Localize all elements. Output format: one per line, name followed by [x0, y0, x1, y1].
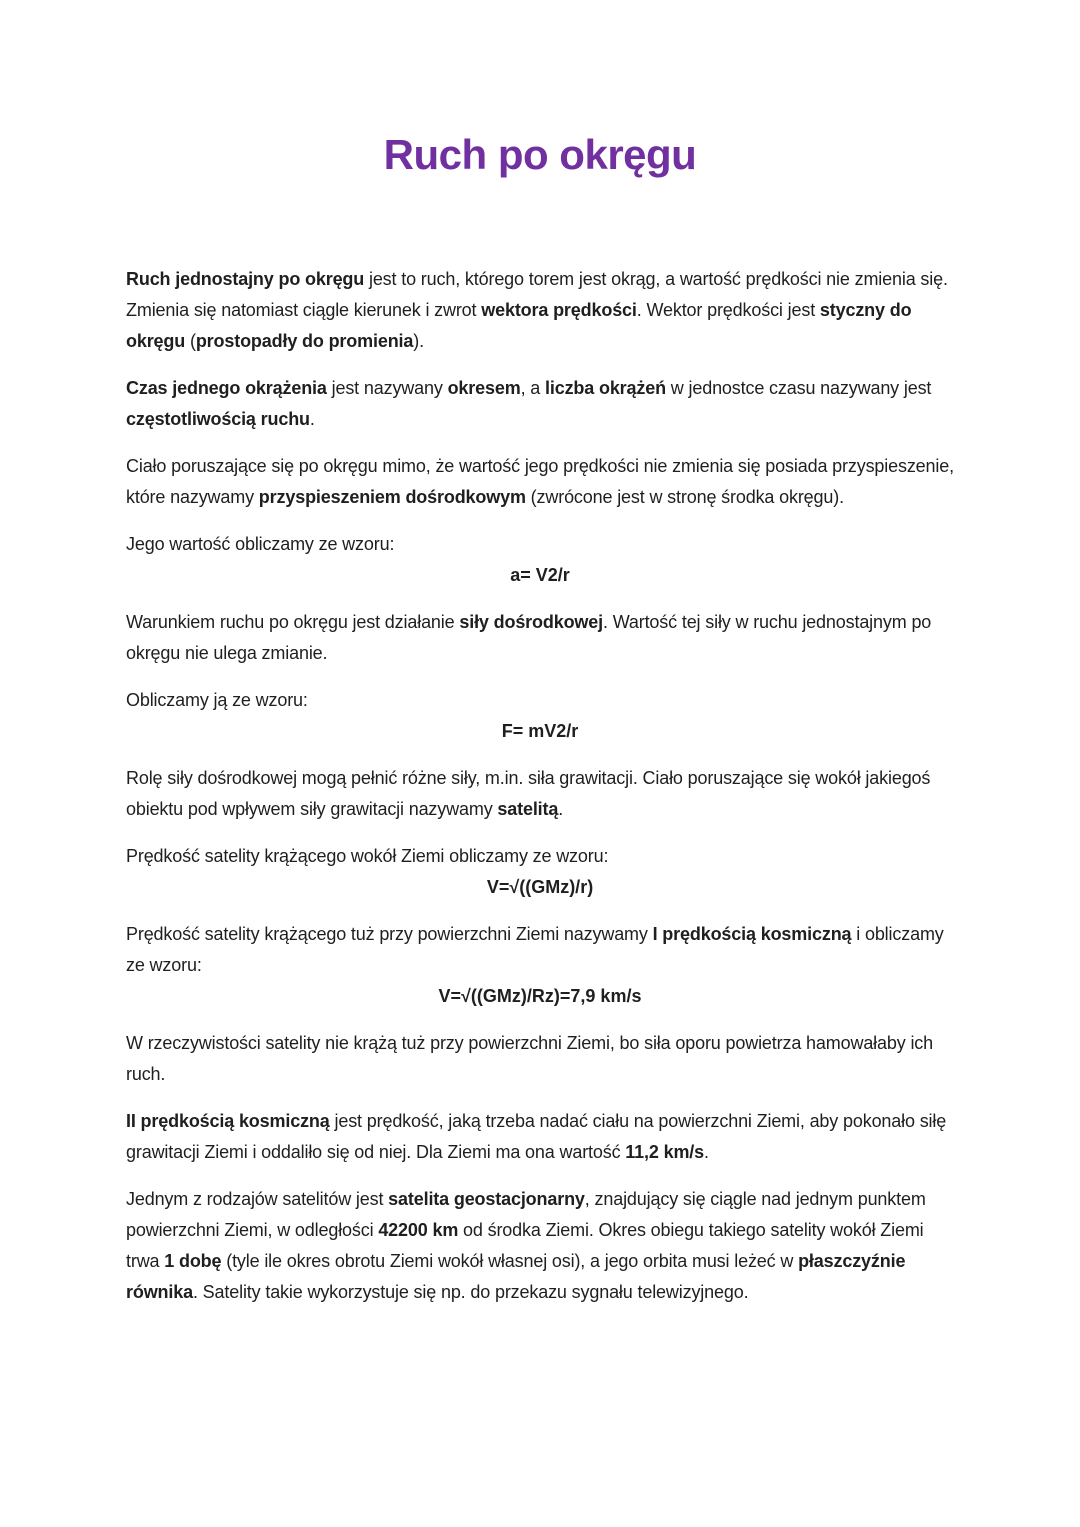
bold-text-run-11-3: 11,2 km/s [625, 1142, 705, 1163]
page-title: Ruch po okręgu [383, 131, 697, 178]
text-run-2-6: w jednostce czasu nazywany jest [665, 378, 932, 399]
text-run-12-9: . Satelity takie wykorzystuje się np. do przekazu sygnału telewizyjnego. [192, 1282, 749, 1303]
document-body [126, 264, 954, 1308]
bold-text-run-12-8: płaszczyźnie równika [126, 1251, 906, 1303]
paragraph-7 [126, 763, 954, 825]
bold-text-run-2-1: Czas jednego okrążenia [126, 378, 327, 399]
bold-text-run-2-5: liczba okrążeń [545, 378, 666, 399]
paragraph-9 [126, 919, 954, 981]
text-run-12-5: od środka Ziemi. Okres obiegu takiego satelity wokół Ziemi trwa [126, 1220, 924, 1272]
text-run-7-1: Rolę siły dośrodkowej mogą pełnić różne siły, m.in. siła grawitacji. Ciało poruszające się wokół jakiegoś obiektu pod wpływem siły grawitacji nazywamy [126, 768, 931, 820]
bold-text-run-1-5: styczny do okręgu [126, 300, 912, 352]
text-run-1-8: ). [413, 331, 424, 352]
bold-text-run-1-3: wektora prędkości [481, 300, 637, 321]
text-run-12-7: (tyle ile okres obrotu Ziemi wokół własnej osi), a jego orbita musi leżeć w [221, 1251, 799, 1272]
formula-4: a= V2/r [510, 565, 570, 586]
bold-text-run-12-2: satelita geostacjonarny [388, 1189, 585, 1210]
text-run-12-3: , znajdujący się ciągle nad jednym punktem powierzchni Ziemi, w odległości [126, 1189, 926, 1241]
text-run-1-6: ( [185, 331, 196, 352]
formula-6: F= mV2/r [501, 721, 579, 742]
text-run-2-4: , a [520, 378, 545, 399]
text-run-9-3: i obliczamy ze wzoru: [126, 924, 944, 976]
text-run-3-1: Ciało poruszające się po okręgu mimo, że wartość jego prędkości nie zmienia się posiada przyspieszenie, które nazywamy [126, 456, 954, 508]
paragraph-4 [126, 529, 954, 560]
bold-text-run-1-1: Ruch jednostajny po okręgu [126, 269, 365, 290]
text-run-12-1: Jednym z rodzajów satelitów jest [126, 1189, 389, 1210]
text-run-2-8: . [309, 409, 315, 430]
text-run-9-1: Prędkość satelity krążącego tuż przy powierzchni Ziemi nazywamy [126, 924, 653, 945]
text-run-1-2: jest to ruch, którego torem jest okrąg, a wartość prędkości nie zmienia się. Zmienia się natomiast ciągle kierunek i zwrot [126, 269, 948, 321]
bold-text-run-7-2: satelitą [497, 799, 559, 820]
text-run-7-3: . [558, 799, 564, 820]
text-run-2-2: jest nazywany [326, 378, 448, 399]
paragraph-10 [126, 1028, 954, 1090]
paragraph-11 [126, 1106, 954, 1168]
paragraph-8 [126, 841, 954, 872]
text-run-11-2: jest prędkość, jaką trzeba nadać ciału na powierzchni Ziemi, aby pokonało siłę grawitacji Ziemi i oddaliło się od niej. Dla Ziemi ma ona wartość [126, 1111, 947, 1163]
text-run-8-1: Prędkość satelity krążącego wokół Ziemi obliczamy ze wzoru: [126, 846, 609, 867]
text-run-10-1: W rzeczywistości satelity nie krążą tuż przy powierzchni Ziemi, bo siła oporu powietrza hamowałaby ich ruch. [126, 1033, 934, 1085]
paragraph-1 [126, 264, 954, 357]
bold-text-run-11-1: II prędkością kosmiczną [126, 1111, 330, 1132]
paragraph-6 [126, 685, 954, 716]
text-run-5-1: Warunkiem ruchu po okręgu jest działanie [126, 612, 460, 633]
bold-text-run-12-4: 42200 km [378, 1220, 459, 1241]
text-run-4-1: Jego wartość obliczamy ze wzoru: [126, 534, 395, 555]
text-run-6-1: Obliczamy ją ze wzoru: [126, 690, 308, 711]
text-run-5-3: . Wartość tej siły w ruchu jednostajnym po okręgu nie ulega zmianie. [126, 612, 932, 664]
text-run-1-4: . Wektor prędkości jest [636, 300, 820, 321]
bold-text-run-5-2: siły dośrodkowej [459, 612, 603, 633]
paragraph-5 [126, 607, 954, 669]
paragraph-2 [126, 373, 954, 435]
text-run-3-3: (zwrócone jest w stronę środka okręgu). [525, 487, 844, 508]
bold-text-run-9-2: I prędkością kosmiczną [652, 924, 852, 945]
bold-text-run-2-3: okresem [447, 378, 521, 399]
text-run-11-4: . [704, 1142, 709, 1163]
formula-8: V=√((GMz)/r) [486, 877, 594, 898]
bold-text-run-2-7: częstotliwością ruchu [126, 409, 310, 430]
bold-text-run-12-6: 1 dobę [164, 1251, 222, 1272]
paragraph-12 [126, 1184, 954, 1308]
paragraph-3 [126, 451, 954, 513]
bold-text-run-1-7: prostopadły do promienia [195, 331, 414, 352]
formula-9: V=√((GMz)/Rz)=7,9 km/s [438, 986, 642, 1007]
bold-text-run-3-2: przyspieszeniem dośrodkowym [258, 487, 526, 508]
